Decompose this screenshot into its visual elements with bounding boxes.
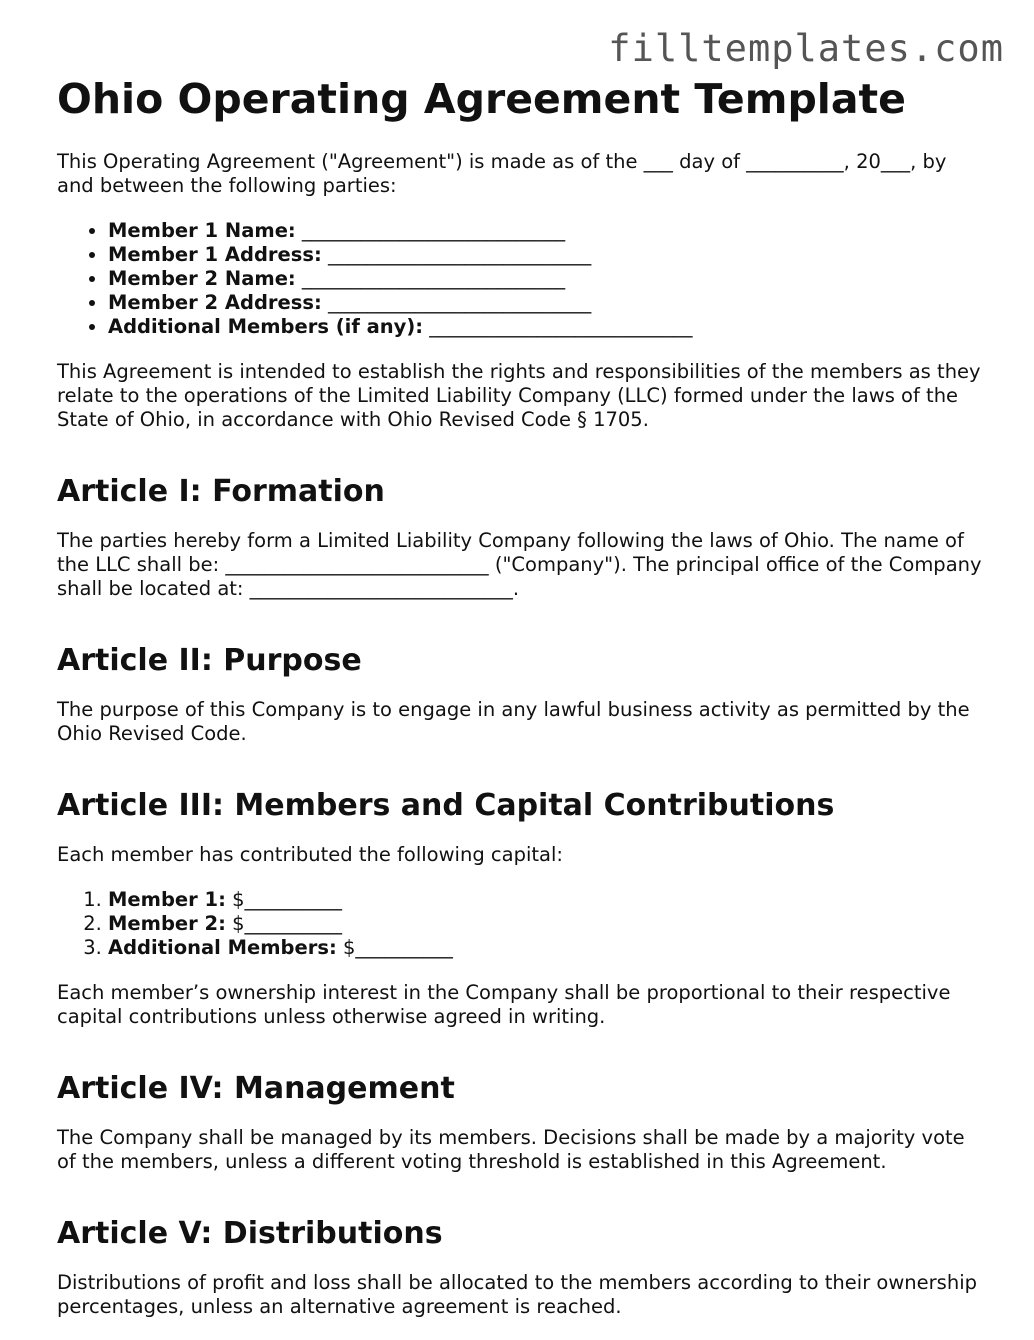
- article-4-heading: Article IV: Management: [57, 1071, 455, 1106]
- contribution-blank: $__________: [232, 912, 343, 935]
- article-2-heading: Article II: Purpose: [57, 643, 362, 678]
- contribution-label: Member 2:: [108, 912, 226, 935]
- party-blank: ___________________________: [301, 219, 566, 242]
- section-spacer: [57, 453, 987, 473]
- party-blank: ___________________________: [327, 291, 592, 314]
- document-page: [57, 74, 987, 1340]
- article-5-body: Distributions of profit and loss shall be allocated to the members according to their ownership percentages, unless an alternative agreement is reached.: [57, 1271, 977, 1318]
- list-item: [108, 888, 987, 912]
- list-item: [108, 912, 987, 936]
- article-2-body: The purpose of this Company is to engage in any lawful business activity as permitted by the Ohio Revised Code.: [57, 698, 970, 745]
- intro-paragraph: This Operating Agreement ("Agreement") is made as of the ___ day of __________, 20___, by and between the following parties:: [57, 150, 947, 197]
- article-1-body: The parties hereby form a Limited Liability Company following the laws of Ohio. The name of the LLC shall be: ___________________________ ("Company"). The principal office of the Company shall be located at: ___________________________.: [57, 529, 982, 600]
- article-3-heading: Article III: Members and Capital Contributions: [57, 788, 835, 823]
- contribution-blank: $__________: [342, 936, 453, 959]
- list-item: [108, 267, 987, 291]
- party-blank: ___________________________: [327, 243, 592, 266]
- article-3-lead: Each member has contributed the following capital:: [57, 843, 563, 866]
- article-3-closing: Each member’s ownership interest in the Company shall be proportional to their respective capital contributions unless otherwise agreed in writing.: [57, 981, 951, 1028]
- article-5-heading: Article V: Distributions: [57, 1216, 443, 1251]
- list-item: [108, 936, 987, 960]
- list-item: [108, 315, 987, 339]
- party-blank: ___________________________: [429, 315, 693, 338]
- party-label: Member 1 Address:: [108, 243, 322, 266]
- party-label: Additional Members (if any):: [108, 315, 424, 338]
- contributions-list: [57, 888, 987, 960]
- contribution-label: Member 1:: [108, 888, 226, 911]
- watermark-text: filltemplates.com: [608, 27, 1004, 70]
- section-spacer: [57, 767, 987, 787]
- document-title: Ohio Operating Agreement Template: [57, 75, 906, 123]
- intent-paragraph: This Agreement is intended to establish the rights and responsibilities of the members as they relate to the operations of the Limited Liability Company (LLC) formed under the laws of the State of Ohio, in accordance with Ohio Revised Code § 1705.: [57, 360, 981, 431]
- party-label: Member 1 Name:: [108, 219, 296, 242]
- party-label: Member 2 Name:: [108, 267, 296, 290]
- party-blank: ___________________________: [301, 267, 566, 290]
- article-1-heading: Article I: Formation: [57, 474, 385, 509]
- section-spacer: [57, 1195, 987, 1215]
- list-item: [108, 291, 987, 315]
- parties-list: [57, 219, 987, 339]
- section-spacer: [57, 622, 987, 642]
- party-label: Member 2 Address:: [108, 291, 322, 314]
- list-item: [108, 243, 987, 267]
- section-spacer: [57, 1050, 987, 1070]
- article-4-body: The Company shall be managed by its members. Decisions shall be made by a majority vote of the members, unless a different voting threshold is established in this Agreement.: [57, 1126, 965, 1173]
- contribution-blank: $__________: [232, 888, 343, 911]
- list-item: [108, 219, 987, 243]
- contribution-label: Additional Members:: [108, 936, 337, 959]
